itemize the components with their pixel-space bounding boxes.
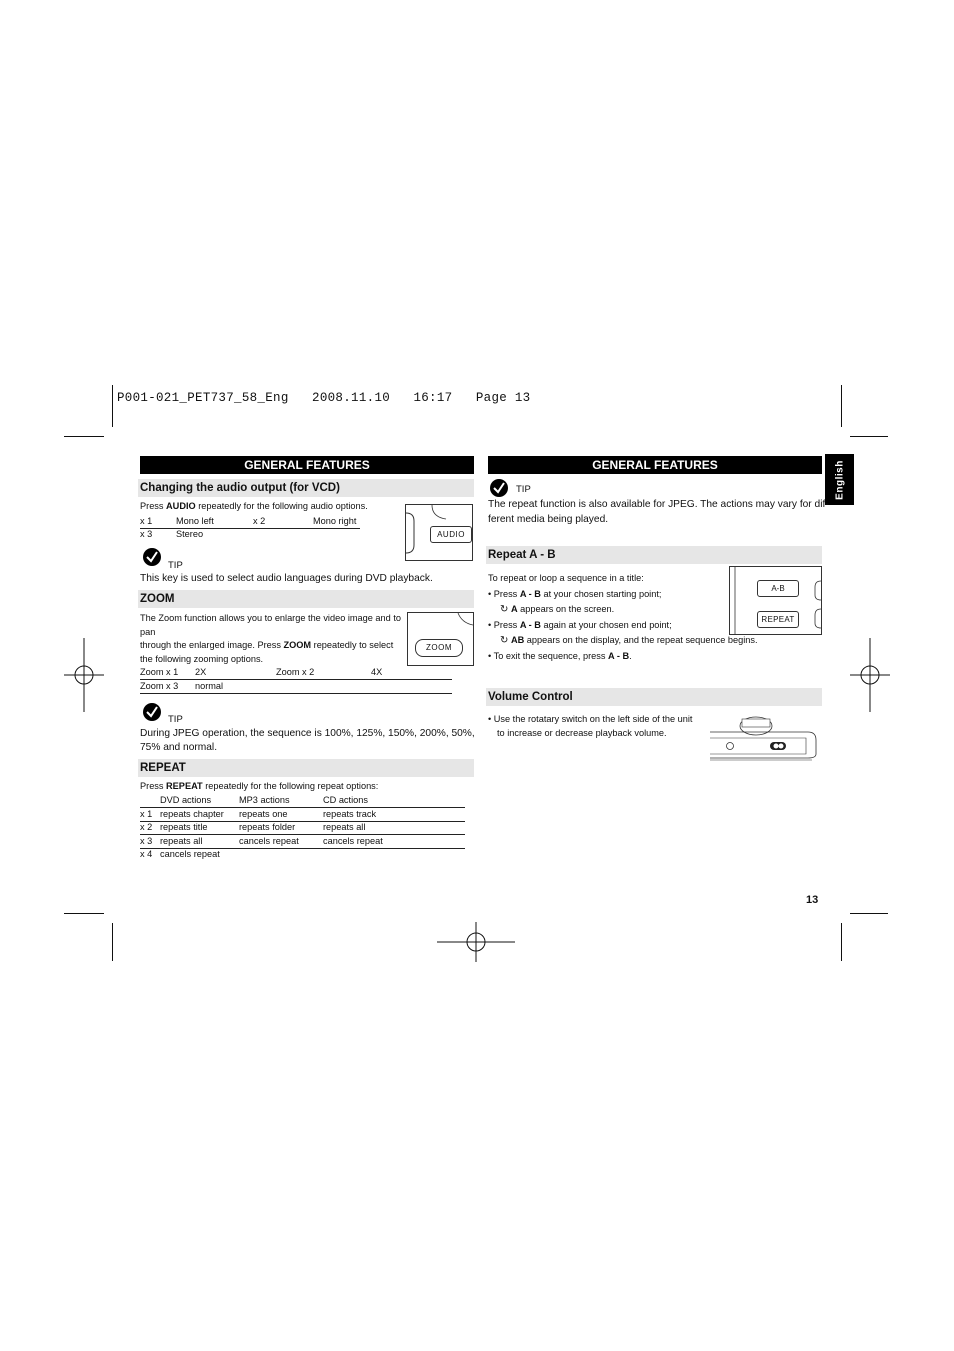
audio-button-illustration [405, 504, 473, 561]
tip-text: The repeat function is also available for JPEG. The actions may vary for dif- ferent media being played. [488, 499, 829, 525]
crop-mark [64, 436, 104, 437]
tip-label: TIP [168, 560, 183, 571]
table-cell: repeats all [160, 836, 203, 846]
repeat-intro: Press REPEAT repeatedly for the following repeat options: [140, 781, 379, 791]
table-cell: Zoom x 3 [140, 681, 179, 691]
crop-mark [841, 923, 842, 961]
audio-intro: Press AUDIO repeatedly for the following audio options. [140, 501, 368, 511]
volume-heading: Volume Control [486, 688, 822, 706]
table-cell: repeats track [323, 809, 377, 819]
crop-mark [112, 385, 113, 427]
table-rule [140, 693, 452, 694]
crop-mark [64, 913, 104, 914]
section-bar: GENERAL FEATURES [140, 456, 474, 474]
table-cell: cancels repeat [160, 849, 220, 859]
zoom-heading: ZOOM [138, 590, 474, 608]
language-tab-label: English [834, 459, 845, 500]
table-cell: Stereo [176, 529, 204, 539]
crop-mark [850, 913, 888, 914]
table-cell: x 3 [140, 529, 153, 539]
volume-control-illustration [708, 714, 820, 762]
tip-label: TIP [168, 714, 183, 725]
ab-button-illustration [729, 566, 822, 635]
tip-text: During JPEG operation, the sequence is 100%, 125%, 150%, 200%, 50%, 75% and normal. [140, 728, 475, 753]
column-header: DVD actions [160, 795, 212, 805]
table-cell: cancels repeat [239, 836, 299, 846]
tip-label: TIP [516, 484, 531, 495]
registration-mark-icon [437, 922, 515, 962]
table-cell: Mono left [176, 516, 214, 526]
table-cell: Mono right [313, 516, 357, 526]
section-bar: GENERAL FEATURES [488, 456, 822, 474]
checkmark-icon [489, 479, 509, 497]
table-cell: x 2 [253, 516, 266, 526]
table-cell: repeats title [160, 822, 208, 832]
table-cell: normal [195, 681, 224, 691]
table-cell: cancels repeat [323, 836, 383, 846]
audio-heading: Changing the audio output (for VCD) [138, 479, 474, 497]
registration-mark-icon [64, 638, 104, 712]
column-header: CD actions [323, 795, 368, 805]
volume-text: • Use the rotatary switch on the left side of the unit to increase or decrease playback volume. [488, 714, 693, 738]
table-cell: x 3 [140, 836, 153, 846]
table-rule [140, 679, 452, 680]
repeat-ab-text: To repeat or loop a sequence in a title: • Press A - B at your chosen starting point; ↻ A appears on the screen. • Press A - B again at your chosen end point; ↻ AB appears on the display, and the repeat sequence begins. • To exit the sequence, press A - B. [488, 573, 758, 661]
table-cell: x 2 [140, 822, 153, 832]
registration-mark-icon [850, 638, 890, 712]
crop-mark [850, 436, 888, 437]
zoom-text: The Zoom function allows you to enlarge the video image and to pan through the enlarged image. Press ZOOM repeatedly to select the following zooming options. [140, 613, 401, 664]
table-cell: Zoom x 1 [140, 667, 179, 677]
crop-mark [841, 385, 842, 427]
checkmark-icon [142, 548, 162, 566]
repeat-button: REPEAT [757, 611, 799, 628]
table-cell: repeats one [239, 809, 288, 819]
table-cell: 2X [195, 667, 207, 677]
table-cell: x 1 [140, 809, 153, 819]
ab-button: A-B [757, 580, 799, 597]
zoom-button: ZOOM [415, 639, 463, 657]
print-header: P001-021_PET737_58_Eng 2008.11.10 16:17 Page 13 [117, 391, 531, 405]
table-cell: repeats chapter [160, 809, 224, 819]
repeat-arrow-icon: ↻ [500, 635, 509, 646]
table-cell: repeats all [323, 822, 366, 832]
table-cell: 4X [371, 667, 383, 677]
table-cell: x 4 [140, 849, 153, 859]
table-rule [140, 807, 465, 808]
table-cell: Zoom x 2 [276, 667, 315, 677]
zoom-button-illustration [407, 612, 474, 666]
repeat-arrow-icon: ↻ [500, 604, 509, 615]
table-rule [140, 528, 360, 529]
tip-text: This key is used to select audio languages during DVD playback. [140, 573, 433, 584]
page-number: 13 [806, 894, 819, 906]
checkmark-icon [142, 703, 162, 721]
language-tab [825, 454, 854, 505]
table-rule [140, 834, 465, 835]
crop-mark [112, 923, 113, 961]
repeat-ab-heading: Repeat A - B [486, 546, 822, 564]
repeat-heading: REPEAT [138, 759, 474, 777]
column-header: MP3 actions [239, 795, 290, 805]
audio-button: AUDIO [430, 526, 472, 543]
table-cell: repeats folder [239, 822, 296, 832]
table-cell: x 1 [140, 516, 153, 526]
